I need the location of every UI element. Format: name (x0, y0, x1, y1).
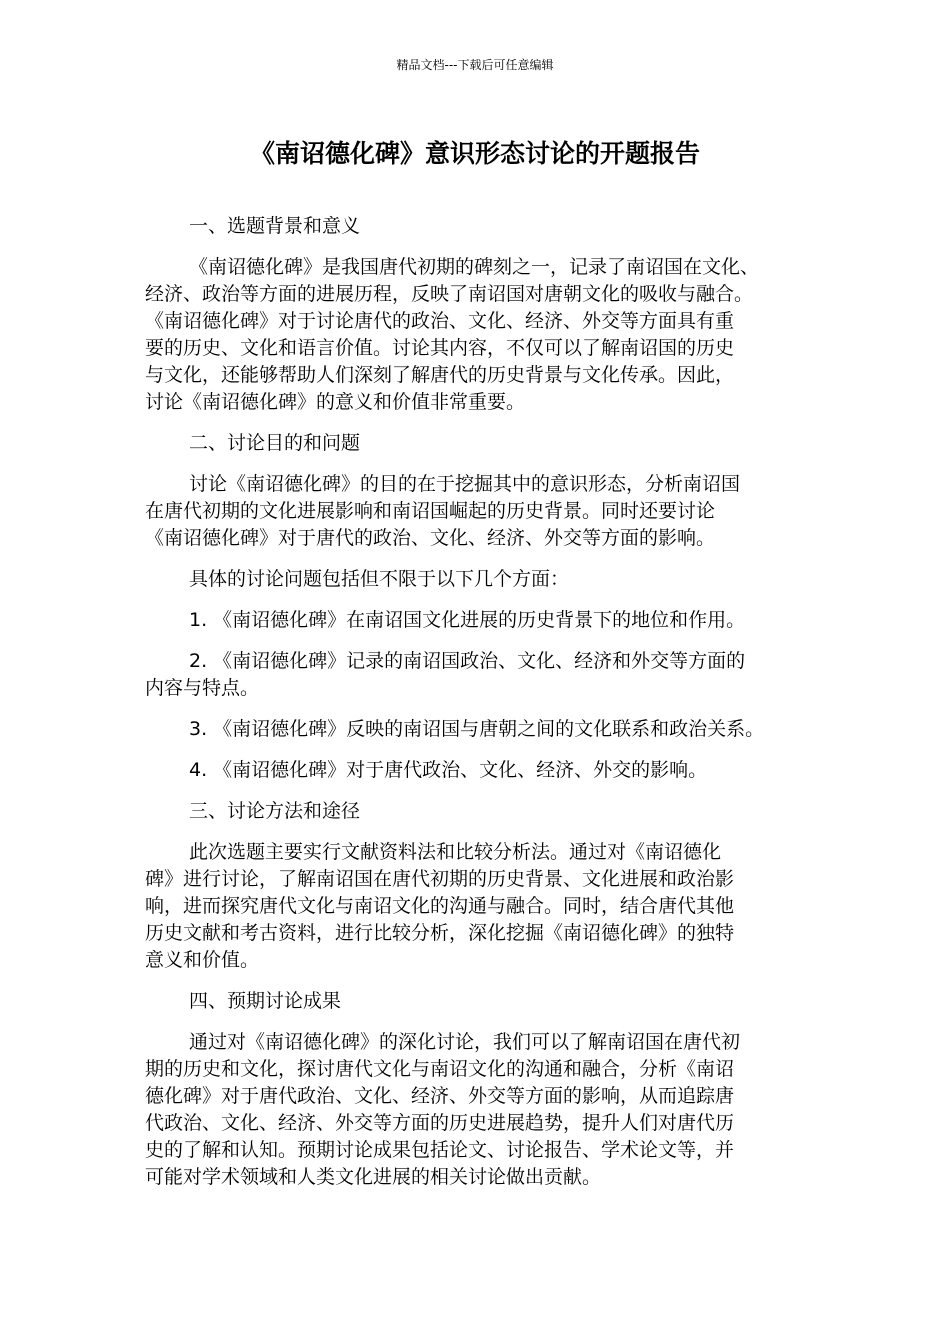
section-1-paragraph: 《南诏德化碑》是我国唐代初期的碑刻之一，记录了南诏国在文化、 经济、政治等方面的进展历程，反映了南诏国对唐朝文化的吸收与融合。 《南诏德化碑》对于讨论唐代的政治、文化、经济、外交等方面具有重 要的历史、文化和语言价值。讨论其内容，不仅可以了解南诏国的历史 与文化，还能够帮助人们深刻了解唐代的历史背景与文化传承。因此， 讨论《南诏德化碑》的意义和价值非常重要。 (145, 256, 760, 413)
list-item-4: 4. 《南诏德化碑》对于唐代政治、文化、经济、外交的影响。 (189, 759, 708, 781)
list-item-3: 3. 《南诏德化碑》反映的南诏国与唐朝之间的文化联系和政治关系。 (189, 718, 765, 740)
section-2-heading: 二、讨论目的和问题 (189, 432, 361, 454)
section-4-heading: 四、预期讨论成果 (189, 990, 342, 1012)
list-item-2: 2. 《南诏德化碑》记录的南诏国政治、文化、经济和外交等方面的 内容与特点。 (145, 650, 746, 699)
document-title: 《南诏德化碑》意识形态讨论的开题报告 (249, 139, 700, 168)
list-item-1: 1. 《南诏德化碑》在南诏国文化进展的历史背景下的地位和作用。 (189, 609, 746, 631)
section-3-heading: 三、讨论方法和途径 (189, 800, 361, 822)
section-2-intro: 具体的讨论问题包括但不限于以下几个方面： (189, 568, 570, 590)
section-1-heading: 一、选题背景和意义 (189, 215, 361, 237)
section-3-paragraph: 此次选题主要实行文献资料法和比较分析法。通过对《南诏德化 碑》进行讨论，了解南诏国在唐代初期的历史背景、文化进展和政治影 响，进而探究唐代文化与南诏文化的沟通与融合。同时，结合唐代其他 历史文献和考古资料，进行比较分析，深化挖掘《南诏德化碑》的独特 意义和价值。 (145, 841, 735, 971)
document-body (145, 213, 813, 1205)
section-2-paragraph: 讨论《南诏德化碑》的目的在于挖掘其中的意识形态，分析南诏国 在唐代初期的文化进展影响和南诏国崛起的历史背景。同时还要讨论 《南诏德化碑》对于唐代的政治、文化、经济、外交等方面的影响。 (145, 473, 741, 549)
page-header-note: 精品文档---下载后可任意编辑 (396, 58, 554, 72)
section-4-paragraph: 通过对《南诏德化碑》的深化讨论，我们可以了解南诏国在唐代初 期的历史和文化，探讨唐代文化与南诏文化的沟通和融合，分析《南诏 德化碑》对于唐代政治、文化、经济、外交等方面的影响，从而追踪唐 代政治、文化、经济、外交等方面的历史进展趋势，提升人们对唐代历 史的了解和认知。预期讨论成果包括论文、讨论报告、学术论文等，并 可能对学术领域和人类文化进展的相关讨论做出贡献。 (145, 1031, 741, 1188)
